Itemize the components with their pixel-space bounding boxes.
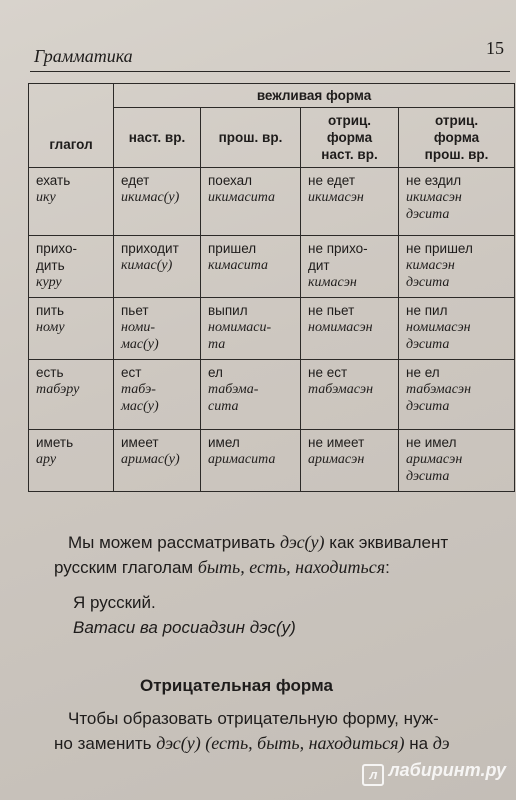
column-header-neg-present: отриц. форма наст. вр. [301, 108, 399, 168]
past-cell: имел аримасита [201, 430, 301, 492]
verb-cell: иметь ару [29, 430, 114, 492]
subheading-negative-form: Отрицательная форма [140, 676, 333, 695]
past-cell: пришел кимасита [201, 236, 301, 298]
column-group-polite-form: вежливая форма [114, 84, 515, 108]
neg-present-cell: не пьет номимасэн [301, 298, 399, 360]
table-row [29, 298, 515, 360]
past-cell: ел табэма- сита [201, 360, 301, 430]
page-number: 15 [486, 38, 504, 58]
column-header-neg-past: отриц. форма прош. вр. [399, 108, 515, 168]
table-body [29, 168, 515, 492]
verb-cell: ехать ику [29, 168, 114, 236]
table-row [29, 430, 515, 492]
neg-past-cell: не пил номимасэн дэсита [399, 298, 515, 360]
neg-past-cell: не ел табэмасэн дэсита [399, 360, 515, 430]
column-header-present: наст. вр. [114, 108, 201, 168]
section-title: Грамматика [34, 46, 133, 66]
column-header-past: прош. вр. [201, 108, 301, 168]
example-sentence [73, 590, 296, 640]
past-cell: выпил номимаси- та [201, 298, 301, 360]
neg-present-cell: не имеет аримасэн [301, 430, 399, 492]
present-cell: пьет номи- мас(у) [114, 298, 201, 360]
neg-past-cell: не ездил икимасэн дэсита [399, 168, 515, 236]
labirint-watermark: л лабиринт.ру [362, 760, 506, 786]
present-cell: приходит кимас(у) [114, 236, 201, 298]
neg-present-cell: не ест табэмасэн [301, 360, 399, 430]
column-header-verb: глагол [29, 84, 114, 168]
verb-conjugation-table [28, 83, 515, 492]
present-cell: едет икимас(у) [114, 168, 201, 236]
paragraph-negative-form: Чтобы образовать отрицательную форму, нуж- но заменить дэс(у) (есть, быть, находиться) на дэ [54, 709, 450, 753]
neg-present-cell: не прихо- дит кимасэн [301, 236, 399, 298]
present-cell: ест табэ- мас(у) [114, 360, 201, 430]
paragraph-dess-equivalent: Мы можем рассматривать дэс(у) как эквивалент русским глаголам быть, есть, находиться: [54, 532, 449, 577]
past-cell: поехал икимасита [201, 168, 301, 236]
present-cell: имеет аримас(у) [114, 430, 201, 492]
verb-cell: есть табэру [29, 360, 114, 430]
verb-cell: прихо- дить куру [29, 236, 114, 298]
neg-past-cell: не имел аримасэн дэсита [399, 430, 515, 492]
neg-present-cell: не едет икимасэн [301, 168, 399, 236]
verb-cell: пить ному [29, 298, 114, 360]
table-row [29, 236, 515, 298]
example-japanese: Ватаси ва росиадзин дэс(у) [73, 618, 296, 637]
neg-past-cell: не пришел кимасэн дэсита [399, 236, 515, 298]
table-row [29, 168, 515, 236]
header-rule [30, 71, 510, 72]
page-header [30, 28, 510, 72]
table-row [29, 360, 515, 430]
labirint-logo-icon: л [362, 764, 384, 786]
example-russian: Я русский. [73, 593, 156, 612]
